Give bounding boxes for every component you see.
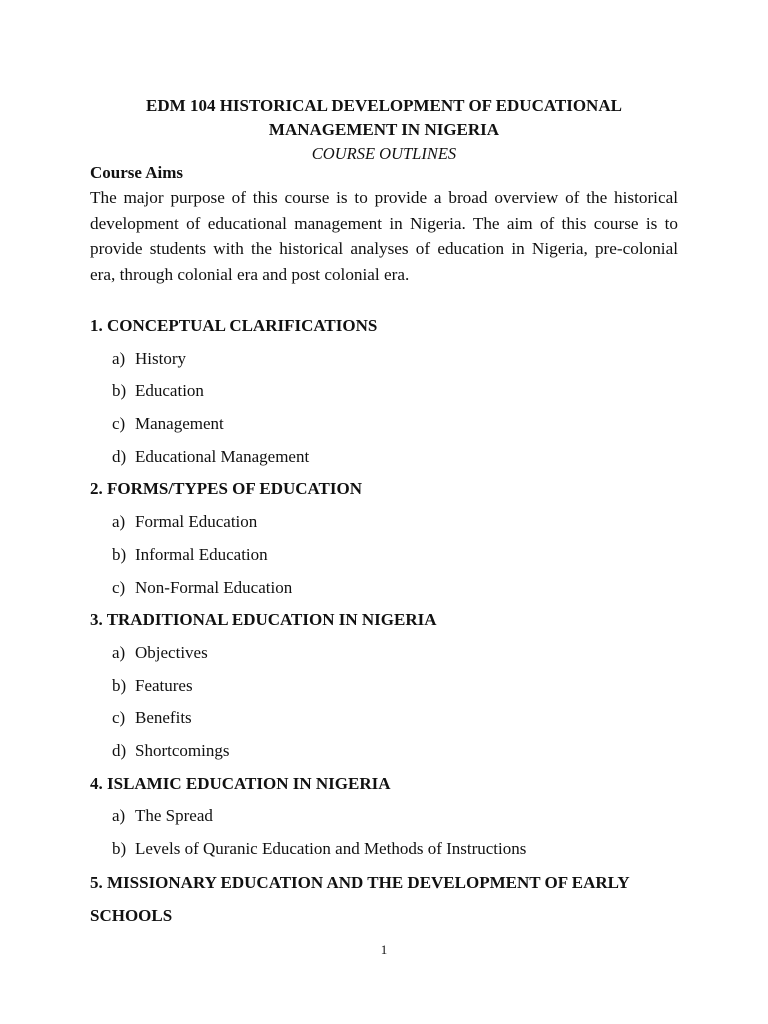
list-marker: b): [112, 675, 127, 695]
list-item-text: Education: [135, 381, 204, 401]
list-item: [90, 408, 690, 441]
list-item-text: Levels of Quranic Education and Methods of Instructions: [135, 839, 527, 858]
course-outline-sections: [90, 310, 690, 932]
document-title: [90, 94, 678, 166]
list-item: [90, 702, 690, 735]
section-traditional-education: [90, 604, 690, 767]
title-line-2: MANAGEMENT IN NIGERIA: [268, 120, 500, 139]
list-item: [90, 800, 690, 833]
list-item-text: Management: [135, 414, 224, 434]
list-marker: a): [112, 512, 126, 532]
list-marker: d): [112, 740, 127, 760]
list-item: [90, 441, 690, 474]
course-aims-paragraph: The major purpose of this course is to provide a broad overview of the historical development of educational management in Nigeria. The aim of this course is to provide students with the historical analyses of education in Nigeria, pre-colonial era, through colonial era and post colonial era.: [90, 188, 678, 284]
list-marker: d): [112, 446, 127, 466]
section-heading: 1. CONCEPTUAL CLARIFICATIONS: [90, 316, 378, 335]
list-marker: a): [112, 806, 126, 826]
list-item: [90, 539, 690, 572]
title-line-1: EDM 104 HISTORICAL DEVELOPMENT OF EDUCATIONAL: [146, 96, 622, 115]
section-heading: 2. FORMS/TYPES OF EDUCATION: [90, 479, 363, 499]
list-marker: a): [112, 642, 126, 662]
list-item: [90, 637, 690, 670]
list-item-text: Formal Education: [135, 512, 258, 532]
list-item: [90, 375, 690, 408]
section-forms-types-of-education: [90, 473, 690, 604]
section-conceptual-clarifications: [90, 310, 690, 473]
list-marker: b): [112, 839, 127, 858]
document-subtitle: COURSE OUTLINES: [311, 144, 457, 163]
list-item: [90, 343, 690, 376]
list-item-text: Educational Management: [135, 446, 310, 466]
list-item-text: Objectives: [135, 642, 208, 662]
list-item: [90, 572, 690, 605]
list-item-text: Features: [135, 675, 193, 695]
list-item: [90, 735, 690, 768]
page-number: 1: [380, 942, 388, 957]
list-item: [90, 670, 690, 703]
list-item-text: Non-Formal Education: [135, 577, 293, 597]
section-heading: 5. MISSIONARY EDUCATION AND THE DEVELOPMENT OF EARLY SCHOOLS: [90, 872, 630, 925]
list-item: [90, 833, 690, 866]
list-item-text: Benefits: [135, 708, 192, 728]
list-marker: c): [112, 414, 126, 434]
section-heading: 3. TRADITIONAL EDUCATION IN NIGERIA: [90, 610, 437, 630]
list-marker: b): [112, 544, 127, 564]
list-item-text: Informal Education: [135, 544, 268, 564]
course-aims-heading: Course Aims: [90, 163, 184, 182]
list-marker: c): [112, 577, 126, 597]
list-marker: b): [112, 381, 127, 401]
list-item: [90, 506, 690, 539]
list-item-text: Shortcomings: [135, 740, 230, 760]
list-marker: a): [112, 348, 126, 368]
list-marker: c): [112, 708, 126, 728]
section-missionary-education: [90, 866, 690, 932]
list-item-text: The Spread: [135, 806, 213, 826]
section-islamic-education: [90, 768, 690, 866]
list-item-text: History: [135, 348, 186, 368]
section-heading: 4. ISLAMIC EDUCATION IN NIGERIA: [90, 773, 391, 793]
